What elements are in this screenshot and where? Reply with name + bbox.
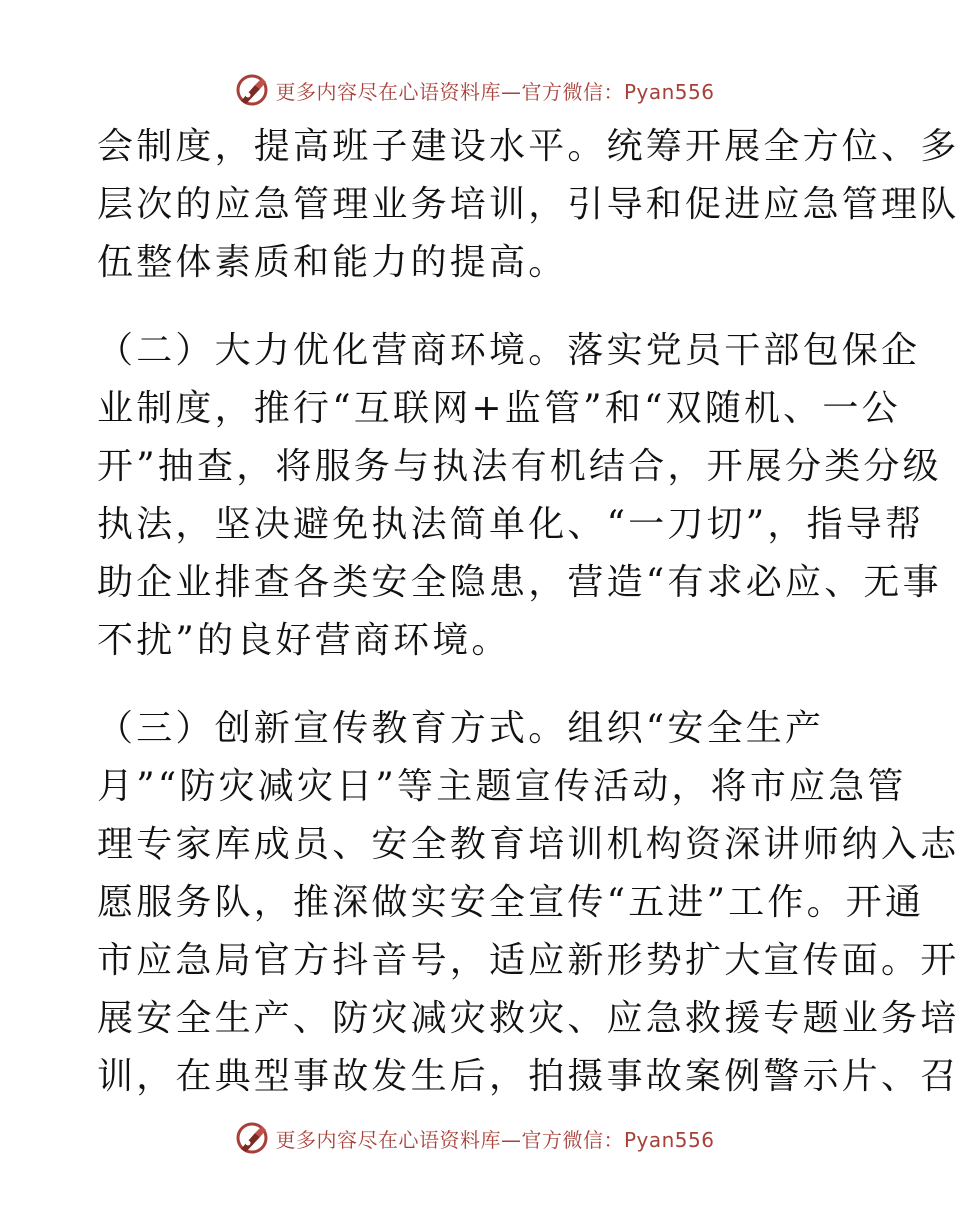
watermark-text: 更多内容尽在心语资料库—官方微信：Pyan556 [275, 1127, 715, 1152]
text-line: 不扰”的良好营商环境。 [97, 620, 511, 661]
text-line: 训，在典型事故发生后，拍摄事故案例警示片、召 [97, 1056, 959, 1097]
text-line: 业制度，推行“互联网+监管”和“双随机、一公 [97, 388, 901, 429]
text-line: 展安全生产、防灾减灾救灾、应急救援专题业务培 [97, 998, 959, 1039]
paragraph-3 [97, 700, 959, 1106]
header-watermark [0, 70, 950, 110]
text-line: 市应急局官方抖音号，适应新形势扩大宣传面。开 [97, 940, 959, 981]
text-line: 层次的应急管理业务培训，引导和促进应急管理队 [97, 184, 959, 225]
text-line: 会制度，提高班子建设水平。统筹开展全方位、多 [97, 126, 959, 167]
paragraph-2 [97, 322, 942, 670]
text-line: 愿服务队，推深做实安全宣传“五进”工作。开通 [97, 882, 925, 923]
text-line: 月”“防灾减灾日”等主题宣传活动，将市应急管 [97, 766, 907, 807]
text-line: （二）大力优化营商环境。落实党员干部包保企 [97, 330, 921, 371]
text-line: 开”抽查，将服务与执法有机结合，开展分类分级 [97, 446, 942, 487]
document-body [97, 118, 959, 1106]
text-line: 执法，坚决避免执法简单化、“一刀切”，指导帮 [97, 504, 925, 545]
paragraph-1 [97, 118, 959, 292]
pen-logo-icon [235, 1121, 269, 1155]
pen-logo-icon [235, 73, 269, 107]
watermark-text: 更多内容尽在心语资料库—官方微信：Pyan556 [275, 79, 715, 104]
text-line: （三）创新宣传教育方式。组织“安全生产 [97, 708, 825, 749]
text-line: 助企业排查各类安全隐患，营造“有求必应、无事 [97, 562, 942, 603]
text-line: 伍整体素质和能力的提高。 [97, 242, 568, 283]
footer-watermark [0, 1118, 950, 1158]
text-line: 理专家库成员、安全教育培训机构资深讲师纳入志 [97, 824, 959, 865]
